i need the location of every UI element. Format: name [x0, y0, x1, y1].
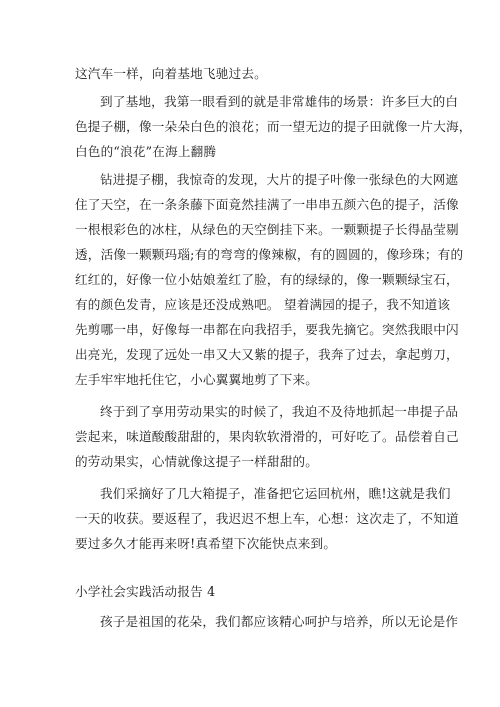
text-line: 尝起来，味道酸酸甜甜的，果肉软软滑滑的，可好吃了。品偿着自己	[75, 429, 459, 444]
text-line: 有的颜色发青，应该是还没成熟吧。 望着满园的提子，我不知道该	[75, 297, 451, 312]
text-line: 先剪哪一串，好像每一串都在向我招手，要我先摘它。突然我眼中闪	[75, 322, 459, 337]
text-line: 终于到了享用劳动果实的时候了，我迫不及待地抓起一串提子品	[100, 404, 459, 419]
text-line: 一根根彩色的冰柱，从绿色的天空倒挂下来。一颗颗提子长得晶莹剔	[75, 222, 459, 237]
text-line: 出亮光，发现了远处一串又大又紫的提子，我奔了过去，拿起剪刀，	[75, 347, 459, 362]
text-line: 的劳动果实，心情就像这提子一样甜甜的。	[75, 454, 319, 469]
text-line: 红红的，好像一位小姑娘羞红了脸，有的绿绿的，像一颗颗绿宝石，	[75, 272, 459, 287]
text-line: 透，活像一颗颗玛瑙;有的弯弯的像辣椒，有的圆圆的，像珍珠；有的	[75, 247, 464, 262]
text-line: 要过多久才能再来呀!真希望下次能快点来到。	[75, 536, 337, 551]
text-line: 我们采摘好了几大箱提子，准备把它运回杭州，瞧!这就是我们	[100, 486, 451, 501]
section-heading: 小学社会实践活动报告 4	[75, 584, 216, 599]
text-line: 左手牢牢地托住它，小心翼翼地剪了下来。	[75, 372, 319, 387]
text-line: 一天的收获。要返程了，我迟迟不想上车，心想：这次走了，不知道	[75, 511, 459, 526]
text-line: 到了基地，我第一眼看到的就是非常雄伟的场景：许多巨大的白	[100, 94, 459, 109]
text-line: 这汽车一样，向着基地飞驰过去。	[75, 66, 267, 81]
text-line: 住了天空，在一条条藤下面竟然挂满了一串串五颜六色的提子，活像	[75, 197, 459, 212]
text-line: 钻进提子棚，我惊奇的发现，大片的提子叶像一张绿色的大网遮	[100, 172, 459, 187]
text-line: 孩子是祖国的花朵，我们都应该精心呵护与培养，所以无论是作	[100, 614, 459, 629]
text-line: 白色的“浪花”在海上翻腾	[75, 144, 217, 159]
text-line: 色提子棚，像一朵朵白色的浪花；而一望无边的提子田就像一片大海，	[75, 119, 472, 134]
